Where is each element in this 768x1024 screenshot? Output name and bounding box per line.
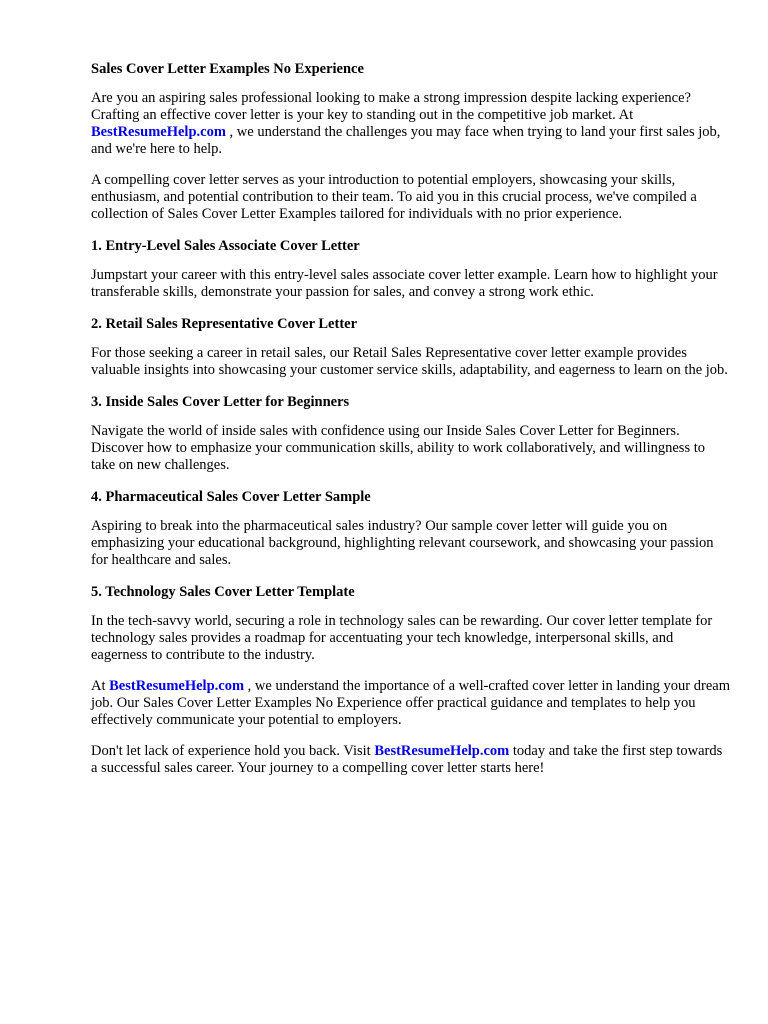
bestresumehelp-link-visit[interactable]: BestResumeHelp.com	[374, 743, 510, 759]
closing-paragraph-1	[91, 678, 731, 729]
intro-paragraph-1	[91, 90, 731, 158]
section-heading-5: 5. Technology Sales Cover Letter Template	[91, 584, 355, 600]
intro-text-after-link: , we understand the challenges you may face when trying to land your first sales job, and we're here to help.	[91, 124, 721, 157]
section-body-4: Aspiring to break into the pharmaceutical sales industry? Our sample cover letter will guide you on emphasizing your educational background, highlighting relevant coursework, and showcasing your passion for healthcare and sales.	[91, 518, 714, 568]
section-body-1: Jumpstart your career with this entry-level sales associate cover letter example. Learn how to highlight your transferable skills, demonstrate your passion for sales, and convey a strong work ethic.	[91, 267, 718, 300]
section-heading-3: 3. Inside Sales Cover Letter for Beginners	[91, 394, 350, 410]
section-body-3: Navigate the world of inside sales with confidence using our Inside Sales Cover Letter for Beginners. Discover how to emphasize your communication skills, ability to work collaboratively, and willingness to take on new challenges.	[91, 423, 705, 473]
section-heading-4: 4. Pharmaceutical Sales Cover Letter Sample	[91, 489, 371, 505]
bestresumehelp-link-intro[interactable]: BestResumeHelp.com	[91, 124, 226, 140]
closing-text-before-link: At	[91, 678, 110, 694]
intro-text-before-link: Are you an aspiring sales professional looking to make a strong impression despite lacking experience? Crafting an effective cover letter is your key to standing out in the competitive job market. At	[91, 90, 691, 123]
intro-paragraph-2: A compelling cover letter serves as your introduction to potential employers, showcasing your skills, enthusiasm, and potential contribution to their team. To aid you in this crucial process, we've compiled a collection of Sales Cover Letter Examples tailored for individuals with no prior experience.	[91, 172, 697, 222]
section-body-5: In the tech-savvy world, securing a role in technology sales can be rewarding. Our cover letter template for technology sales provides a roadmap for accentuating your tech knowledge, interpersonal skills, and eagerness to contribute to the industry.	[91, 613, 713, 663]
closing-text-after-link: , we understand the importance of a well-crafted cover letter in landing your dream job. Our Sales Cover Letter Examples No Experience offer practical guidance and templates to help you effectively communicate your potential to employers.	[91, 678, 730, 728]
document-page	[91, 60, 731, 791]
visit-text-after-link: today and take the first step towards a successful sales career. Your journey to a compelling cover letter starts here!	[91, 743, 723, 776]
visit-text-before-link: Don't let lack of experience hold you back. Visit	[91, 743, 375, 759]
closing-paragraph-2	[91, 743, 731, 777]
bestresumehelp-link-closing[interactable]: BestResumeHelp.com	[109, 678, 245, 694]
section-heading-1: 1. Entry-Level Sales Associate Cover Letter	[91, 238, 360, 254]
section-body-2: For those seeking a career in retail sales, our Retail Sales Representative cover letter example provides valuable insights into showcasing your customer service skills, adaptability, and eagerness to learn on the job.	[91, 345, 728, 378]
section-heading-2: 2. Retail Sales Representative Cover Letter	[91, 316, 358, 332]
document-title: Sales Cover Letter Examples No Experience	[91, 61, 364, 77]
